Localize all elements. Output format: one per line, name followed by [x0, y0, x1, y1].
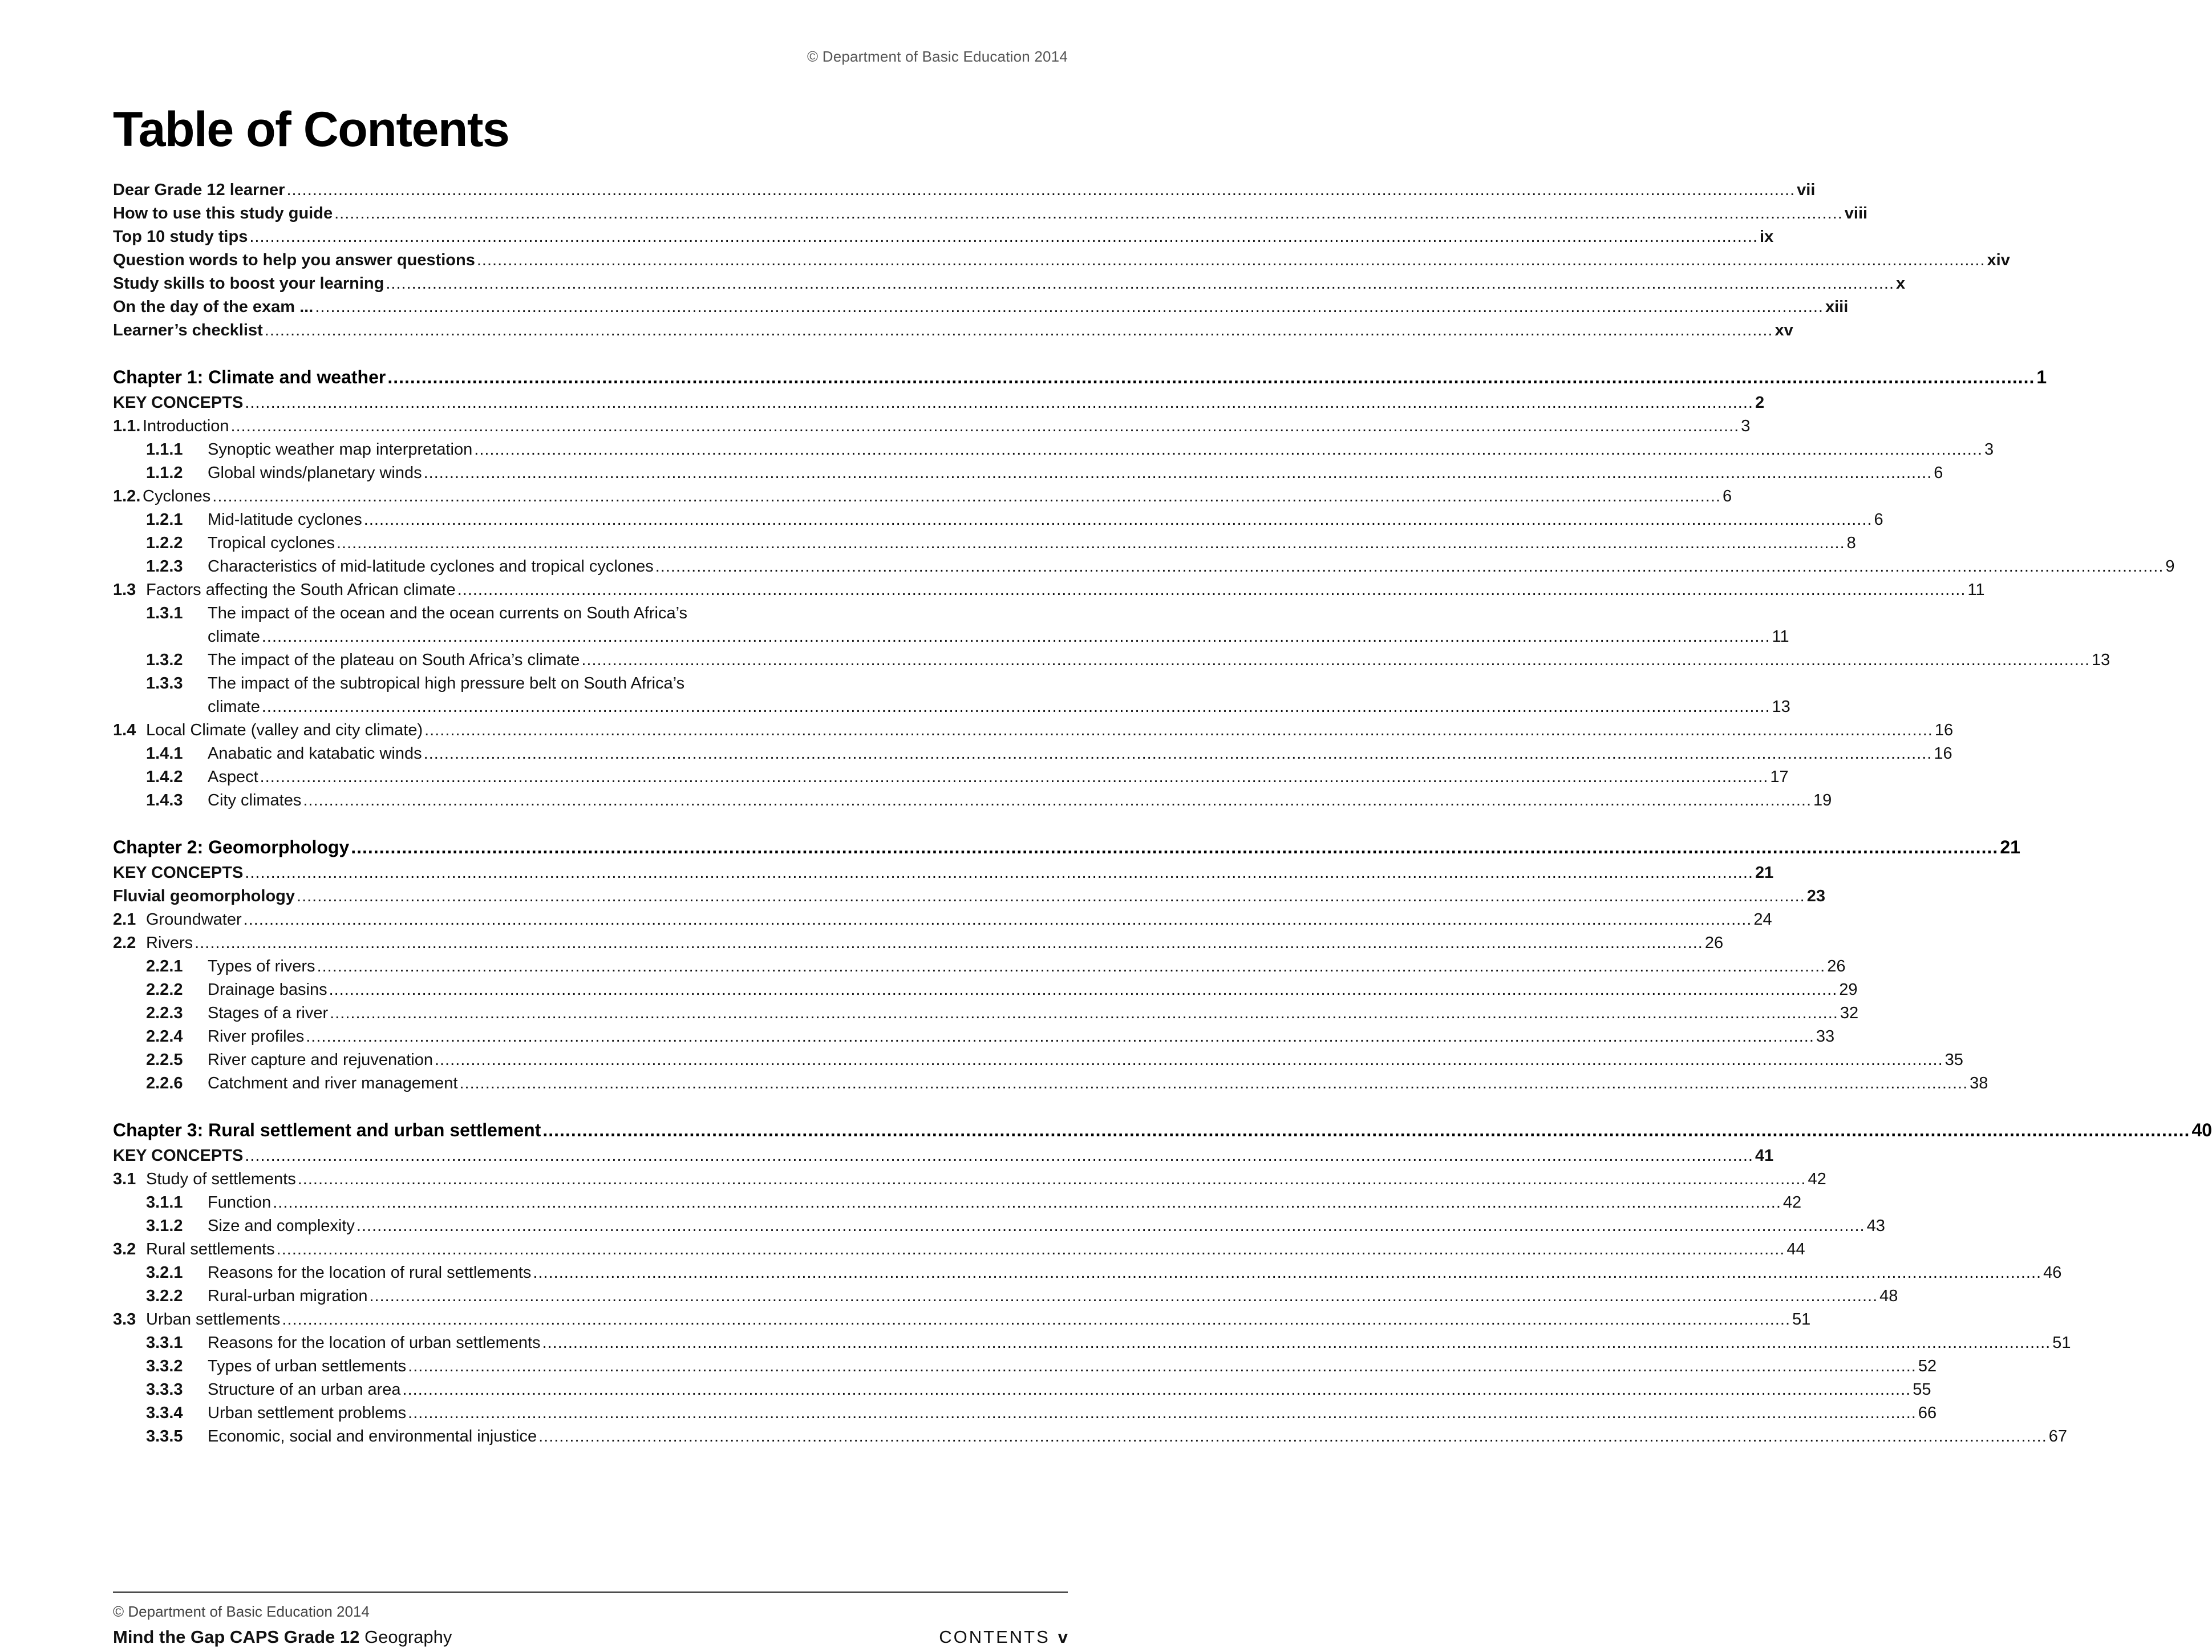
toc-entry-title: Reasons for the location of urban settlements [208, 1334, 541, 1352]
toc-entry-page: 3 [1984, 440, 1994, 459]
toc-entry-title: Mid-latitude cyclones [208, 511, 362, 529]
toc-entry-title: Economic, social and environmental injustice [208, 1427, 537, 1446]
toc-entry-number: 1.2.3 [146, 557, 183, 576]
toc-entry-number: 1.1.1 [146, 440, 183, 459]
toc-subsection-entry[interactable] [113, 438, 1994, 461]
toc-entry-page: 43 [1866, 1217, 1885, 1235]
toc-front-matter-item[interactable] [113, 249, 2010, 272]
toc-section-entry[interactable] [113, 1308, 1811, 1331]
toc-leader-dots [286, 179, 1795, 202]
toc-leader-dots [387, 363, 2035, 391]
toc-entry-wrapped-first-line[interactable] [113, 602, 781, 625]
toc-entry-number: 3.3.2 [146, 1357, 183, 1375]
toc-entry-title: Reasons for the location of rural settlements [208, 1264, 532, 1282]
toc-section-entry[interactable] [113, 908, 1772, 932]
toc-entry-number: 1.3.1 [146, 604, 183, 622]
toc-subsection-entry[interactable] [113, 978, 1858, 1002]
toc-key-heading[interactable] [113, 391, 1765, 415]
toc-entry-number: 1.3 [113, 581, 136, 599]
toc-entry-title: River capture and rejuvenation [208, 1051, 433, 1069]
toc-subsection-entry[interactable] [113, 1261, 2062, 1285]
toc-entry-title: climate [208, 627, 260, 646]
toc-subsection-entry[interactable] [113, 789, 1832, 812]
toc-entry-page: 9 [2165, 557, 2175, 576]
toc-entry-title: Cyclones [143, 487, 211, 505]
toc-section-entry[interactable] [113, 1238, 1805, 1261]
toc-entry-title: KEY CONCEPTS [113, 864, 244, 882]
toc-entry-title: Structure of an urban area [208, 1380, 401, 1399]
toc-leader-dots [195, 932, 1703, 955]
toc-leader-dots [212, 485, 1721, 508]
toc-entry-number: 3.2.2 [146, 1287, 183, 1305]
toc-entry-page: 1 [2036, 367, 2047, 387]
toc-entry-title: Rural settlements [146, 1240, 275, 1258]
toc-subsection-entry[interactable] [113, 1378, 1931, 1402]
toc-leader-dots [297, 885, 1805, 908]
toc-entry-page: viii [1844, 204, 1868, 222]
footer-book-series: Mind the Gap CAPS Grade 12 [113, 1627, 360, 1647]
toc-subsection-entry[interactable] [113, 1331, 2071, 1355]
toc-entry-title: Types of urban settlements [208, 1357, 407, 1375]
toc-entry-page: 67 [2048, 1427, 2068, 1446]
toc-subsection-entry[interactable] [113, 1002, 1859, 1025]
toc-entry-title: Size and complexity [208, 1217, 355, 1235]
toc-leader-dots [408, 1355, 1917, 1378]
toc-entry-title: How to use this study guide [113, 204, 333, 222]
toc-leader-dots [315, 295, 1824, 319]
toc-leader-dots [282, 1308, 1790, 1331]
toc-leader-dots [245, 861, 1753, 885]
toc-entry-page: 2 [1755, 394, 1765, 412]
toc-entry-page: 21 [2000, 837, 2020, 857]
toc-entry-title: Chapter 3: Rural settlement and urban settlement [113, 1120, 541, 1140]
toc-leader-dots [245, 1144, 1753, 1168]
toc-leader-dots [265, 319, 1773, 342]
toc-entry-title: Study skills to boost your learning [113, 274, 384, 293]
toc-entry-number: 1.4.2 [146, 768, 183, 786]
toc-entry-title: Types of rivers [208, 957, 315, 975]
toc-front-matter-item[interactable] [113, 225, 1774, 249]
toc-entry-number: 2.1 [113, 910, 136, 929]
footer-section [939, 1627, 1068, 1647]
toc-entry-number: 3.3.4 [146, 1404, 183, 1422]
toc-entry-number: 3.3 [113, 1310, 136, 1329]
toc-leader-dots [369, 1285, 1878, 1308]
toc-entry-title: City climates [208, 791, 302, 809]
toc-entry-page: 21 [1755, 864, 1774, 882]
toc-subsection-entry[interactable] [113, 1191, 1802, 1214]
toc-leader-dots [424, 719, 1933, 742]
toc-subsection-entry[interactable] [113, 742, 1952, 766]
toc-leader-dots [334, 202, 1843, 225]
toc-front-matter-item[interactable] [113, 202, 1868, 225]
toc-entry-title: Learner’s checklist [113, 321, 263, 339]
toc-entry-title: Catchment and river management [208, 1074, 458, 1092]
toc-entry-page: xv [1775, 321, 1793, 339]
toc-subsection-entry[interactable] [113, 1355, 1937, 1378]
toc-entry-title: On the day of the exam ... [113, 298, 314, 316]
toc-entry-page: 44 [1786, 1240, 1805, 1258]
toc-entry-wrapped-second-line[interactable] [113, 695, 1790, 719]
toc-entry-page: 51 [2052, 1334, 2071, 1352]
toc-entry-title: KEY CONCEPTS [113, 1147, 244, 1165]
toc-entry-page: 19 [1813, 791, 1832, 809]
toc-leader-dots [260, 766, 1769, 789]
toc-entry-page: 3 [1741, 417, 1751, 435]
toc-entry-page: xiv [1987, 251, 2010, 269]
toc-leader-dots [655, 555, 2164, 578]
toc-entry-page: 26 [1704, 934, 1724, 952]
toc-entry-number: 1.3.2 [146, 651, 183, 669]
toc-entry-page: 6 [1874, 511, 1883, 529]
toc-subsection-entry[interactable] [113, 1025, 1835, 1048]
toc-entry-title: Urban settlements [146, 1310, 281, 1329]
toc-entry-number: 2.2.5 [146, 1051, 183, 1069]
toc-entry-title: Tropical cyclones [208, 534, 335, 552]
toc-front-matter-item[interactable] [113, 179, 1816, 202]
toc-front-matter-item[interactable] [113, 319, 1793, 342]
toc-chapter-heading[interactable] [113, 833, 2020, 861]
toc-key-heading[interactable] [113, 1144, 1774, 1168]
toc-entry-title: Chapter 1: Climate and weather [113, 367, 386, 387]
toc-subsection-entry[interactable] [113, 1425, 2068, 1448]
toc-leader-dots [424, 742, 1933, 766]
toc-leader-dots [386, 272, 1894, 295]
toc-entry-page: 66 [1918, 1404, 1937, 1422]
toc-leader-dots [474, 438, 1983, 461]
toc-subsection-entry[interactable] [113, 1402, 1937, 1425]
toc-leader-dots [408, 1402, 1917, 1425]
toc-subsection-entry[interactable] [113, 508, 1883, 532]
toc-entry-page: 35 [1944, 1051, 1963, 1069]
toc-entry-number: 1.3.3 [146, 674, 183, 693]
toc-leader-dots [337, 532, 1845, 555]
toc-entry-title: Synoptic weather map interpretation [208, 440, 473, 459]
toc-entry-wrapped-first-line[interactable] [113, 672, 781, 695]
toc-leader-dots [249, 225, 1758, 249]
toc-leader-dots [457, 578, 1966, 602]
footer-copyright: © Department of Basic Education 2014 [113, 1603, 370, 1620]
toc-entry-title: The impact of the subtropical high pressure belt on South Africa’s [208, 674, 685, 693]
toc-entry-page: 38 [1970, 1074, 1988, 1092]
toc-entry-page: 6 [1934, 464, 1943, 482]
toc-leader-dots [303, 789, 1812, 812]
toc-leader-dots [581, 649, 2090, 672]
toc-entry-title: Local Climate (valley and city climate) [146, 721, 423, 739]
toc-subsection-entry[interactable] [113, 1048, 1963, 1072]
toc-entry-title: Aspect [208, 768, 258, 786]
page-title: Table of Contents [113, 102, 509, 157]
toc-entry-title: Chapter 2: Geomorphology [113, 837, 350, 857]
toc-leader-dots [330, 1002, 1838, 1025]
toc-entry-number: 3.1.1 [146, 1193, 183, 1212]
toc-entry-title: The impact of the ocean and the ocean currents on South Africa’s [208, 604, 687, 622]
toc-leader-dots [306, 1025, 1814, 1048]
toc-entry-title: Factors affecting the South African climate [146, 581, 456, 599]
toc-subsection-entry[interactable] [113, 766, 1789, 789]
toc-entry-title: Characteristics of mid-latitude cyclones and tropical cyclones [208, 557, 654, 576]
toc-entry-number: 3.3.1 [146, 1334, 183, 1352]
toc-entry-title: Study of settlements [146, 1170, 296, 1188]
toc-entry-page: 6 [1722, 487, 1732, 505]
toc-leader-dots [435, 1048, 1943, 1072]
toc-leader-dots [403, 1378, 1911, 1402]
toc-leader-dots [542, 1116, 2190, 1144]
toc-subsection-entry[interactable] [113, 1285, 1898, 1308]
footer-book-subject: Geography [364, 1627, 452, 1647]
toc-leader-dots [459, 1072, 1968, 1095]
toc-leader-dots [273, 1191, 1781, 1214]
toc-entry-page: 11 [1967, 581, 1985, 599]
toc-entry-title: Anabatic and katabatic winds [208, 744, 422, 763]
toc-subsection-entry[interactable] [113, 1072, 1988, 1095]
toc-entry-title: Rivers [146, 934, 193, 952]
toc-front-matter-item[interactable] [113, 295, 1849, 319]
toc-entry-title: The impact of the plateau on South Africa’s climate [208, 651, 580, 669]
toc-entry-page: 32 [1840, 1004, 1859, 1022]
toc-entry-page: 16 [1934, 744, 1952, 763]
toc-entry-title: Rural-urban migration [208, 1287, 368, 1305]
toc-entry-number: 2.2.2 [146, 981, 183, 999]
toc-entry-page: 29 [1839, 981, 1858, 999]
toc-entry-number: 2.2.3 [146, 1004, 183, 1022]
toc-entry-title: Global winds/planetary winds [208, 464, 422, 482]
toc-entry-title: Drainage basins [208, 981, 327, 999]
toc-entry-page: vii [1797, 181, 1816, 199]
toc-entry-title: Fluvial geomorphology [113, 887, 295, 905]
toc-leader-dots [298, 1168, 1806, 1191]
toc-entry-title: Dear Grade 12 learner [113, 181, 285, 199]
toc-leader-dots [262, 695, 1771, 719]
toc-front-matter-item[interactable] [113, 272, 1906, 295]
toc-entry-number: 1.2.1 [146, 511, 183, 529]
toc-entry-number: 3.1.2 [146, 1217, 183, 1235]
toc-subsection-entry[interactable] [113, 461, 1943, 485]
toc-entry-title: River profiles [208, 1027, 305, 1046]
toc-entry-title: climate [208, 698, 260, 716]
toc-entry-number: 3.2.1 [146, 1264, 183, 1282]
footer-divider [113, 1592, 1068, 1593]
toc-entry-number: 1.1.2 [146, 464, 183, 482]
table-of-contents [113, 179, 2212, 1448]
toc-section-entry[interactable] [113, 485, 1732, 508]
toc-entry-title: Question words to help you answer questions [113, 251, 475, 269]
toc-leader-dots [231, 415, 1740, 438]
toc-entry-title: Urban settlement problems [208, 1404, 407, 1422]
toc-entry-page: 52 [1918, 1357, 1937, 1375]
toc-entry-page: 41 [1755, 1147, 1774, 1165]
toc-chapter-heading[interactable] [113, 1116, 2212, 1144]
footer-page-number: v [1058, 1627, 1068, 1647]
toc-entry-page: 23 [1806, 887, 1825, 905]
toc-entry-number: 3.3.3 [146, 1380, 183, 1399]
toc-leader-dots [533, 1261, 2041, 1285]
toc-entry-title: Function [208, 1193, 272, 1212]
toc-leader-dots [329, 978, 1838, 1002]
toc-leader-dots [542, 1331, 2051, 1355]
toc-entry-page: 13 [2092, 651, 2110, 669]
toc-entry-page: 46 [2043, 1264, 2062, 1282]
toc-entry-page: 55 [1913, 1380, 1931, 1399]
toc-leader-dots [277, 1238, 1785, 1261]
toc-section-entry[interactable] [113, 415, 1751, 438]
toc-entry-title: Introduction [143, 417, 229, 435]
toc-entry-title: Stages of a river [208, 1004, 329, 1022]
toc-entry-title: KEY CONCEPTS [113, 394, 244, 412]
toc-leader-dots [477, 249, 1986, 272]
toc-entry-page: 40 [2191, 1120, 2212, 1140]
toc-leader-dots [351, 833, 1998, 861]
toc-leader-dots [424, 461, 1933, 485]
toc-leader-dots [356, 1214, 1865, 1238]
toc-entry-number: 3.1 [113, 1170, 136, 1188]
footer-section-label: CONTENTS [939, 1627, 1050, 1647]
header-copyright: © Department of Basic Education 2014 [807, 48, 1068, 65]
toc-subsection-entry[interactable] [113, 955, 1846, 978]
toc-entry-page: 42 [1782, 1193, 1802, 1212]
toc-entry-page: 11 [1772, 627, 1789, 646]
toc-entry-number: 2.2.6 [146, 1074, 183, 1092]
toc-entry-page: 16 [1934, 721, 1954, 739]
toc-entry-page: 17 [1770, 768, 1789, 786]
toc-entry-number: 1.4.3 [146, 791, 183, 809]
toc-entry-page: 48 [1879, 1287, 1898, 1305]
toc-leader-dots [538, 1425, 2047, 1448]
toc-section-entry[interactable] [113, 578, 1985, 602]
toc-subsection-entry[interactable] [113, 1214, 1885, 1238]
toc-entry-number: 1.4 [113, 721, 136, 739]
toc-key-heading[interactable] [113, 885, 1825, 908]
toc-entry-wrapped-second-line[interactable] [113, 625, 1789, 649]
toc-entry-number: 3.2 [113, 1240, 136, 1258]
toc-leader-dots [244, 908, 1752, 932]
toc-leader-dots [364, 508, 1873, 532]
toc-entry-page: 33 [1816, 1027, 1835, 1046]
toc-entry-number: 2.2 [113, 934, 136, 952]
toc-subsection-entry[interactable] [113, 532, 1856, 555]
toc-entry-page: xiii [1825, 298, 1849, 316]
toc-entry-page: 42 [1808, 1170, 1826, 1188]
toc-entry-page: 8 [1846, 534, 1856, 552]
toc-entry-page: 51 [1792, 1310, 1811, 1329]
toc-entry-page: 13 [1772, 698, 1790, 716]
toc-entry-number: 1.1. [113, 417, 141, 435]
toc-subsection-entry[interactable] [113, 649, 2110, 672]
toc-entry-page: ix [1760, 228, 1774, 246]
toc-subsection-entry[interactable] [113, 555, 2175, 578]
toc-key-heading[interactable] [113, 861, 1774, 885]
toc-leader-dots [245, 391, 1753, 415]
toc-entry-page: 26 [1827, 957, 1846, 975]
toc-entry-number: 3.3.5 [146, 1427, 183, 1446]
toc-entry-number: 2.2.4 [146, 1027, 183, 1046]
toc-section-entry[interactable] [113, 932, 1724, 955]
toc-section-entry[interactable] [113, 719, 1954, 742]
toc-entry-number: 2.2.1 [146, 957, 183, 975]
toc-leader-dots [262, 625, 1771, 649]
toc-entry-title: Top 10 study tips [113, 228, 248, 246]
toc-entry-page: 24 [1753, 910, 1772, 929]
toc-entry-title: Groundwater [146, 910, 242, 929]
toc-chapter-heading[interactable] [113, 363, 2047, 391]
toc-leader-dots [317, 955, 1826, 978]
toc-entry-page: x [1896, 274, 1906, 293]
toc-section-entry[interactable] [113, 1168, 1826, 1191]
toc-entry-number: 1.2.2 [146, 534, 183, 552]
toc-entry-number: 1.4.1 [146, 744, 183, 763]
footer-book-title [113, 1627, 452, 1647]
toc-entry-number: 1.2. [113, 487, 141, 505]
